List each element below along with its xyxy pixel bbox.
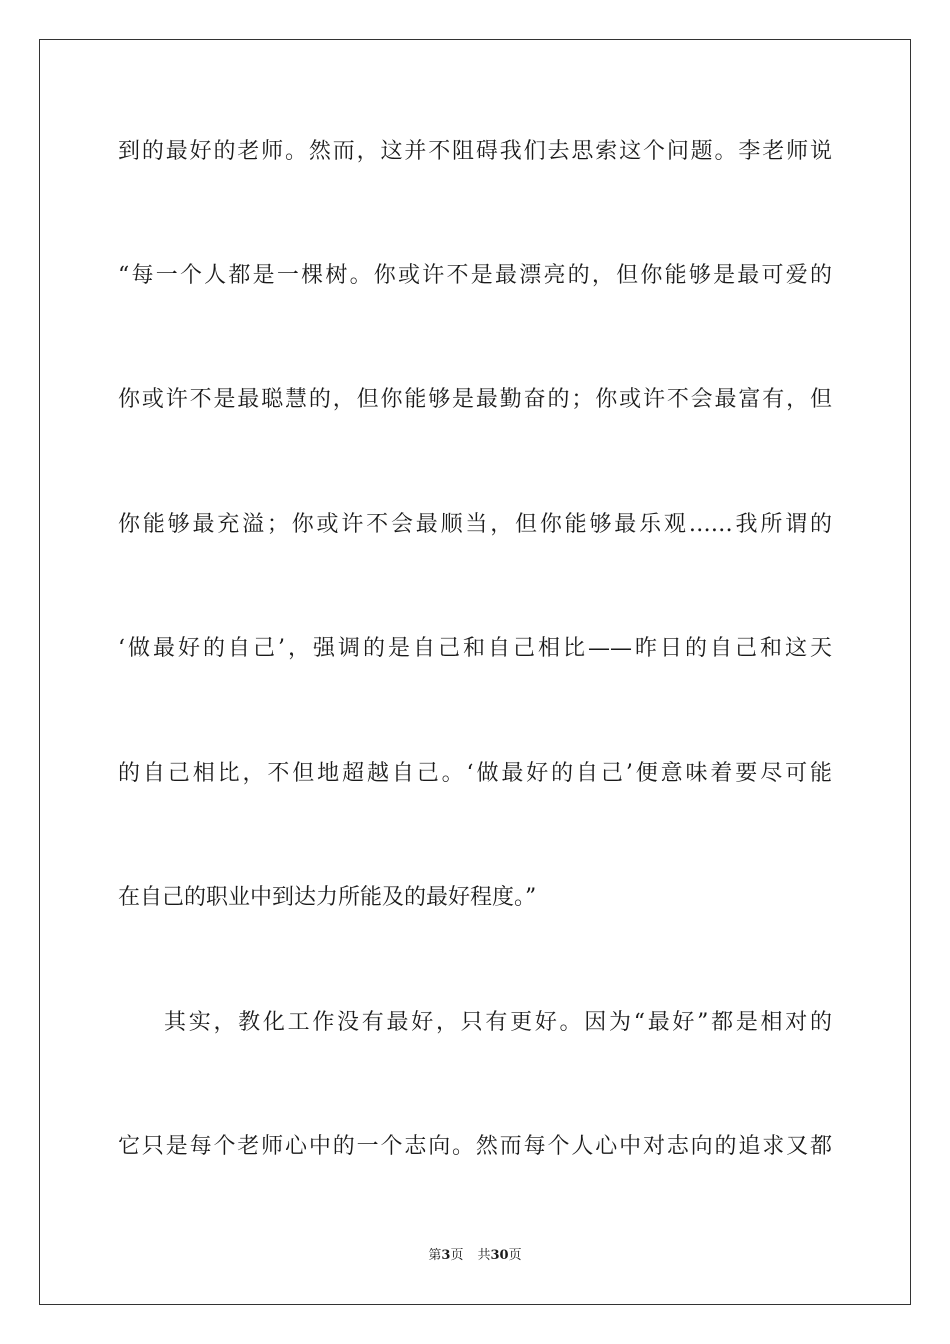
total-prefix: 共: [477, 1248, 491, 1263]
page-suffix: 页: [450, 1248, 464, 1263]
text-line-4: 你能够最充溢；你或许不会最顺当，但你能够最乐观……我所谓的: [118, 512, 832, 537]
text-line-3: 你或许不是最聪慧的，但你能够是最勤奋的；你或许不会最富有，但: [118, 387, 832, 412]
page-footer: [0, 1247, 950, 1265]
page-number: 3: [441, 1248, 451, 1263]
total-pages: 30: [490, 1248, 509, 1263]
paragraph-start-line: 其实，教化工作没有最好，只有更好。因为“最好”都是相对的: [164, 1010, 832, 1035]
text-line-5: ‘做最好的自己’，强调的是自己和自己相比——昨日的自己和这天: [118, 636, 832, 661]
page-border: [39, 39, 911, 1305]
text-line-1: 到的最好的老师。然而，这并不阻碍我们去思索这个问题。李老师说: [118, 139, 832, 164]
text-line-2: “每一个人都是一棵树。你或许不是最漂亮的，但你能够是最可爱的: [118, 263, 832, 288]
text-line-9: 它只是每个老师心中的一个志向。然而每个人心中对志向的追求又都: [118, 1134, 832, 1159]
text-line-6: 的自己相比，不但地超越自己。‘做最好的自己’便意味着要尽可能: [118, 761, 832, 786]
total-suffix: 页: [508, 1248, 522, 1263]
text-line-7: 在自己的职业中到达力所能及的最好程度。”: [118, 885, 537, 910]
page-prefix: 第: [428, 1248, 442, 1263]
